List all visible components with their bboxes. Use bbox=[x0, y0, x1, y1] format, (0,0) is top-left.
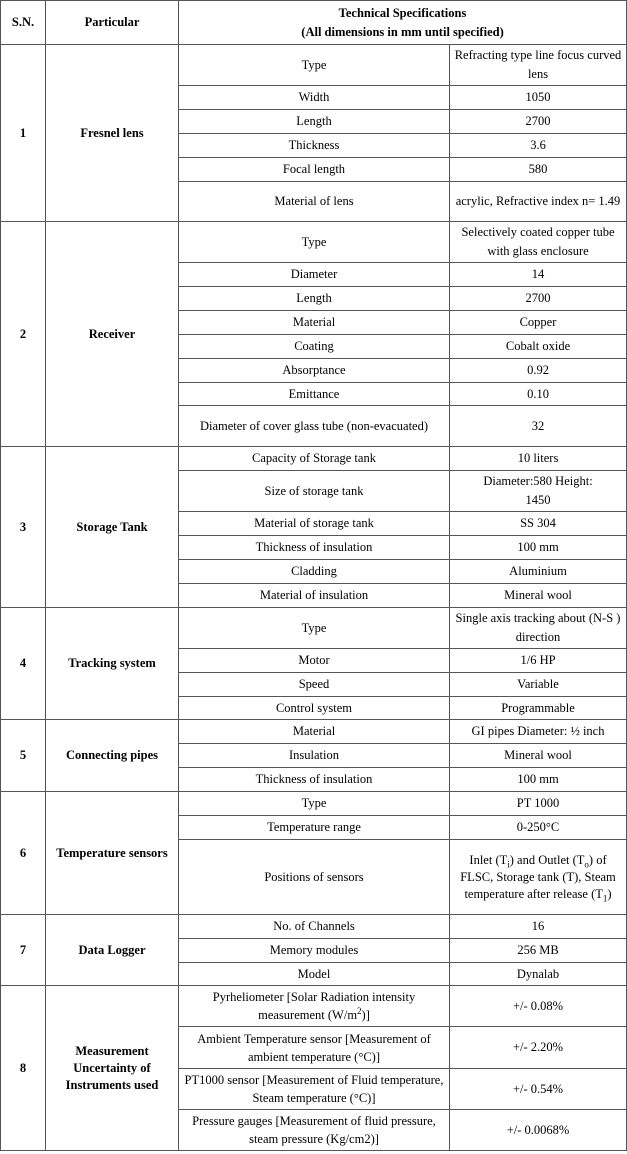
value-cell: 2700 bbox=[450, 110, 627, 134]
sn-cell: 4 bbox=[1, 608, 46, 720]
property-cell: Type bbox=[179, 608, 450, 649]
value-cell bbox=[450, 840, 627, 915]
property-cell: Width bbox=[179, 86, 450, 110]
property-cell: PT1000 sensor [Measurement of Fluid temperature, Steam temperature (°C)] bbox=[179, 1069, 450, 1110]
property-cell: Thickness bbox=[179, 134, 450, 158]
property-cell: Diameter bbox=[179, 263, 450, 287]
property-cell: No. of Channels bbox=[179, 915, 450, 939]
value-cell: +/- 0.0068% bbox=[450, 1110, 627, 1151]
pyrheliometer-text: )] bbox=[361, 1008, 370, 1022]
value-cell: 16 bbox=[450, 915, 627, 939]
value-cell: 0.10 bbox=[450, 383, 627, 406]
value-cell: Mineral wool bbox=[450, 584, 627, 608]
value-cell: Dynalab bbox=[450, 963, 627, 986]
value-cell: Programmable bbox=[450, 697, 627, 720]
property-cell: Insulation bbox=[179, 744, 450, 768]
value-cell: +/- 0.54% bbox=[450, 1069, 627, 1110]
header-particular: Particular bbox=[46, 1, 179, 45]
pyrheliometer-text: Pyrheliometer [Solar Radiation intensity measurement (W/m bbox=[212, 990, 416, 1022]
property-cell: Model bbox=[179, 963, 450, 986]
value-cell: 256 MB bbox=[450, 939, 627, 963]
value-cell: Selectively coated copper tube with glass enclosure bbox=[450, 222, 627, 263]
property-cell: Material of storage tank bbox=[179, 512, 450, 536]
particular-cell: Receiver bbox=[46, 222, 179, 447]
value-cell: 0-250°C bbox=[450, 816, 627, 840]
value-cell: +/- 2.20% bbox=[450, 1027, 627, 1069]
property-cell: Temperature range bbox=[179, 816, 450, 840]
property-cell: Positions of sensors bbox=[179, 840, 450, 915]
value-cell: Cobalt oxide bbox=[450, 335, 627, 359]
property-cell: Length bbox=[179, 110, 450, 134]
property-cell: Focal length bbox=[179, 158, 450, 182]
property-cell: Type bbox=[179, 222, 450, 263]
sensor-text: ) of FLSC, Storage tank (T), Steam temperature after release (T bbox=[460, 852, 616, 901]
sn-cell: 1 bbox=[1, 45, 46, 222]
property-cell: Diameter of cover glass tube (non-evacuated) bbox=[179, 406, 450, 447]
value-cell: Single axis tracking about (N-S ) direction bbox=[450, 608, 627, 649]
value-cell: PT 1000 bbox=[450, 792, 627, 816]
property-cell: Cladding bbox=[179, 560, 450, 584]
property-cell: Capacity of Storage tank bbox=[179, 447, 450, 471]
property-cell: Coating bbox=[179, 335, 450, 359]
property-cell: Control system bbox=[179, 697, 450, 720]
header-spec bbox=[179, 1, 627, 45]
table-row bbox=[1, 792, 627, 816]
sn-cell: 6 bbox=[1, 792, 46, 915]
property-cell: Material of lens bbox=[179, 182, 450, 222]
value-cell: Refracting type line focus curved lens bbox=[450, 45, 627, 86]
value-cell: 1050 bbox=[450, 86, 627, 110]
value-cell: Copper bbox=[450, 311, 627, 335]
table-row bbox=[1, 447, 627, 471]
property-cell: Material bbox=[179, 311, 450, 335]
value-cell: 580 bbox=[450, 158, 627, 182]
property-cell: Pressure gauges [Measurement of fluid pressure, steam pressure (Kg/cm2)] bbox=[179, 1110, 450, 1151]
value-cell: 14 bbox=[450, 263, 627, 287]
sensor-text: ) bbox=[607, 886, 612, 901]
value-cell: acrylic, Refractive index n= 1.49 bbox=[450, 182, 627, 222]
table-row bbox=[1, 915, 627, 939]
sensor-text: ) and Outlet (T bbox=[509, 852, 585, 867]
value-cell: 0.92 bbox=[450, 359, 627, 383]
property-cell: Thickness of insulation bbox=[179, 536, 450, 560]
property-cell: Length bbox=[179, 287, 450, 311]
sn-cell: 8 bbox=[1, 986, 46, 1151]
header-sn: S.N. bbox=[1, 1, 46, 45]
value-cell: Variable bbox=[450, 673, 627, 697]
value-cell: Aluminium bbox=[450, 560, 627, 584]
table-row bbox=[1, 986, 627, 1027]
table-row bbox=[1, 720, 627, 744]
particular-cell: Connecting pipes bbox=[46, 720, 179, 792]
value-cell: 100 mm bbox=[450, 536, 627, 560]
table-row bbox=[1, 45, 627, 86]
value-cell: +/- 0.08% bbox=[450, 986, 627, 1027]
value-cell: GI pipes Diameter: ½ inch bbox=[450, 720, 627, 744]
value-cell: 1/6 HP bbox=[450, 649, 627, 673]
value-cell: 100 mm bbox=[450, 768, 627, 792]
value-cell: 3.6 bbox=[450, 134, 627, 158]
sn-cell: 5 bbox=[1, 720, 46, 792]
property-cell: Emittance bbox=[179, 383, 450, 406]
particular-cell: Temperature sensors bbox=[46, 792, 179, 915]
header-spec-line1: Technical Specifications bbox=[338, 5, 467, 20]
property-cell: Thickness of insulation bbox=[179, 768, 450, 792]
particular-cell: Data Logger bbox=[46, 915, 179, 986]
property-cell: Size of storage tank bbox=[179, 471, 450, 512]
property-cell: Type bbox=[179, 792, 450, 816]
property-cell: Material bbox=[179, 720, 450, 744]
property-cell: Motor bbox=[179, 649, 450, 673]
property-cell: Ambient Temperature sensor [Measurement of ambient temperature (°C)] bbox=[179, 1027, 450, 1069]
value-cell: Mineral wool bbox=[450, 744, 627, 768]
sensor-sub: o bbox=[584, 859, 589, 869]
sn-cell: 2 bbox=[1, 222, 46, 447]
sensor-text: Inlet (T bbox=[469, 852, 508, 867]
particular-cell: Fresnel lens bbox=[46, 45, 179, 222]
value-cell: 2700 bbox=[450, 287, 627, 311]
sensor-sub: 1 bbox=[602, 893, 608, 903]
particular-cell: Tracking system bbox=[46, 608, 179, 720]
value-cell: 10 liters bbox=[450, 447, 627, 471]
value-cell: SS 304 bbox=[450, 512, 627, 536]
value-cell: Diameter:580 Height: 1450 bbox=[450, 471, 627, 512]
property-cell: Material of insulation bbox=[179, 584, 450, 608]
sn-cell: 7 bbox=[1, 915, 46, 986]
header-spec-line2: (All dimensions in mm until specified) bbox=[301, 24, 504, 39]
property-cell: Memory modules bbox=[179, 939, 450, 963]
particular-cell: Storage Tank bbox=[46, 447, 179, 608]
property-cell: Absorptance bbox=[179, 359, 450, 383]
property-cell: Speed bbox=[179, 673, 450, 697]
header-row bbox=[1, 1, 627, 45]
sn-cell: 3 bbox=[1, 447, 46, 608]
property-cell: Type bbox=[179, 45, 450, 86]
pyrheliometer-sup: 2 bbox=[357, 1005, 362, 1016]
property-cell bbox=[179, 986, 450, 1027]
particular-cell: Measurement Uncertainty of Instruments used bbox=[46, 986, 179, 1151]
sensor-sub: i bbox=[507, 859, 510, 869]
table-row bbox=[1, 608, 627, 649]
table-row bbox=[1, 222, 627, 263]
value-cell: 32 bbox=[450, 406, 627, 447]
